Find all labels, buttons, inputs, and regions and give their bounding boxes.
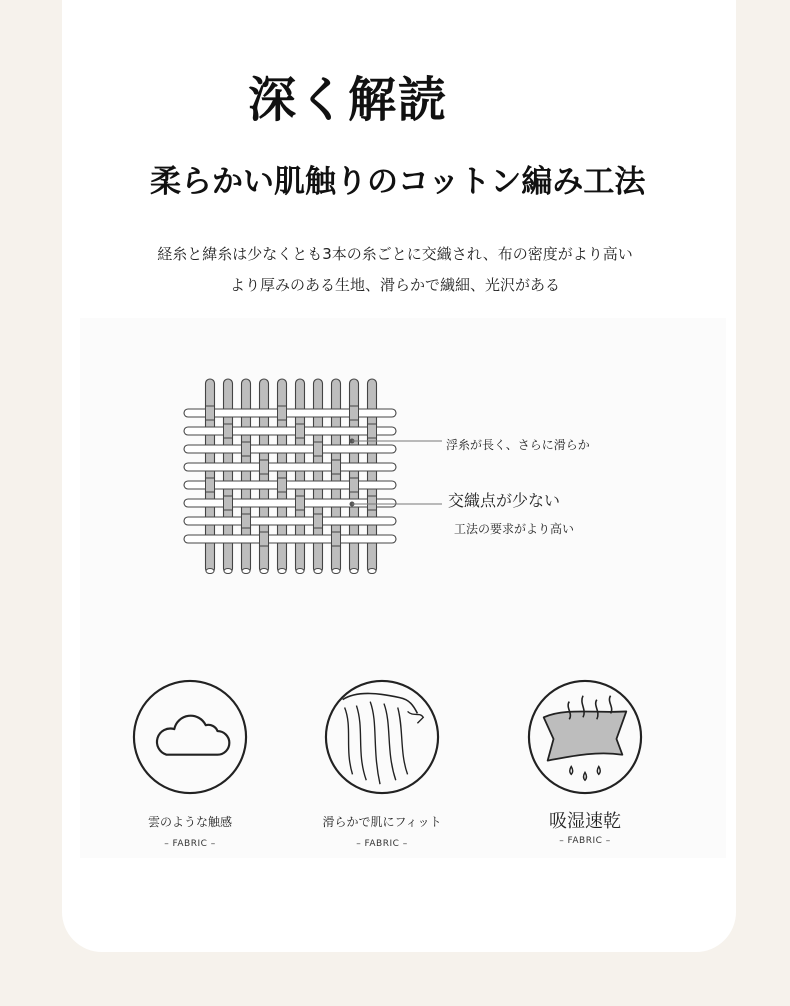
warp-thread — [224, 379, 233, 573]
warp-thread-end — [206, 569, 214, 574]
feature-tag: – FABRIC – — [356, 839, 408, 849]
weft-threads — [184, 409, 396, 543]
weft-thread — [184, 409, 396, 417]
warp-float-segment — [296, 496, 305, 510]
page-title: 深く解読 — [248, 72, 449, 128]
warp-float-segment — [242, 442, 251, 456]
feature-label: 滑らかで肌にフィット — [322, 815, 442, 829]
warp-thread-end — [260, 569, 268, 574]
warp-float-segment — [332, 532, 341, 546]
warp-float-segment — [224, 424, 233, 438]
warp-thread-end — [368, 569, 376, 574]
warp-thread — [368, 379, 377, 573]
weft-thread — [184, 535, 396, 543]
warp-thread-end — [242, 569, 250, 574]
warp-thread — [314, 379, 323, 573]
feature-label: 雲のような触感 — [147, 815, 232, 829]
feature-moisture — [500, 678, 670, 846]
warp-float-segment — [260, 532, 269, 546]
feature-smooth — [297, 678, 467, 849]
weave-diagram — [182, 375, 402, 580]
feature-label: 吸湿速乾 — [549, 811, 621, 832]
warp-float-segment — [296, 424, 305, 438]
warp-float-segment — [332, 460, 341, 474]
warp-float-segment — [224, 496, 233, 510]
weft-thread — [184, 445, 396, 453]
description-line-1: 経糸と緯糸は少なくとも3本の糸ごとに交織され、布の密度がより高い — [157, 245, 633, 263]
weft-thread — [184, 517, 396, 525]
warp-float-segment — [350, 478, 359, 492]
fabric-drape-icon — [323, 678, 441, 796]
annotation-float: 浮糸が長く、さらに滑らか — [446, 438, 590, 452]
warp-float-segment — [314, 514, 323, 528]
warp-thread-end — [350, 569, 358, 574]
warp-thread-end — [332, 569, 340, 574]
warp-float-segment — [368, 424, 377, 438]
weft-thread — [184, 481, 396, 489]
warp-float-segment — [314, 442, 323, 456]
warp-float-segment — [206, 406, 215, 420]
warp-thread-end — [278, 569, 286, 574]
warp-thread-end — [224, 569, 232, 574]
weft-thread — [184, 427, 396, 435]
annotation-process: 工法の要求がより高い — [454, 522, 575, 536]
warp-float-segment — [206, 478, 215, 492]
description-line-2: より厚みのある生地、滑らかで繊細、光沢がある — [229, 276, 560, 294]
feature-tag: – FABRIC – — [559, 836, 611, 846]
warp-thread-end — [314, 569, 322, 574]
weft-thread — [184, 499, 396, 507]
warp-thread — [242, 379, 251, 573]
warp-float-segment — [278, 478, 287, 492]
feature-tag: – FABRIC – — [164, 839, 216, 849]
warp-float-segment — [260, 460, 269, 474]
warp-float-segment — [278, 406, 287, 420]
warp-float-segment — [242, 514, 251, 528]
annotation-points: 交織点が少ない — [448, 491, 561, 510]
feature-cloud — [105, 678, 275, 849]
moisture-wicking-icon — [526, 678, 644, 796]
warp-thread — [296, 379, 305, 573]
warp-thread-end — [296, 569, 304, 574]
weft-thread — [184, 463, 396, 471]
warp-float-segment — [368, 496, 377, 510]
cloud-icon — [131, 678, 249, 796]
page-subtitle: 柔らかい肌触りのコットン編み工法 — [150, 164, 646, 200]
warp-float-segment — [350, 406, 359, 420]
